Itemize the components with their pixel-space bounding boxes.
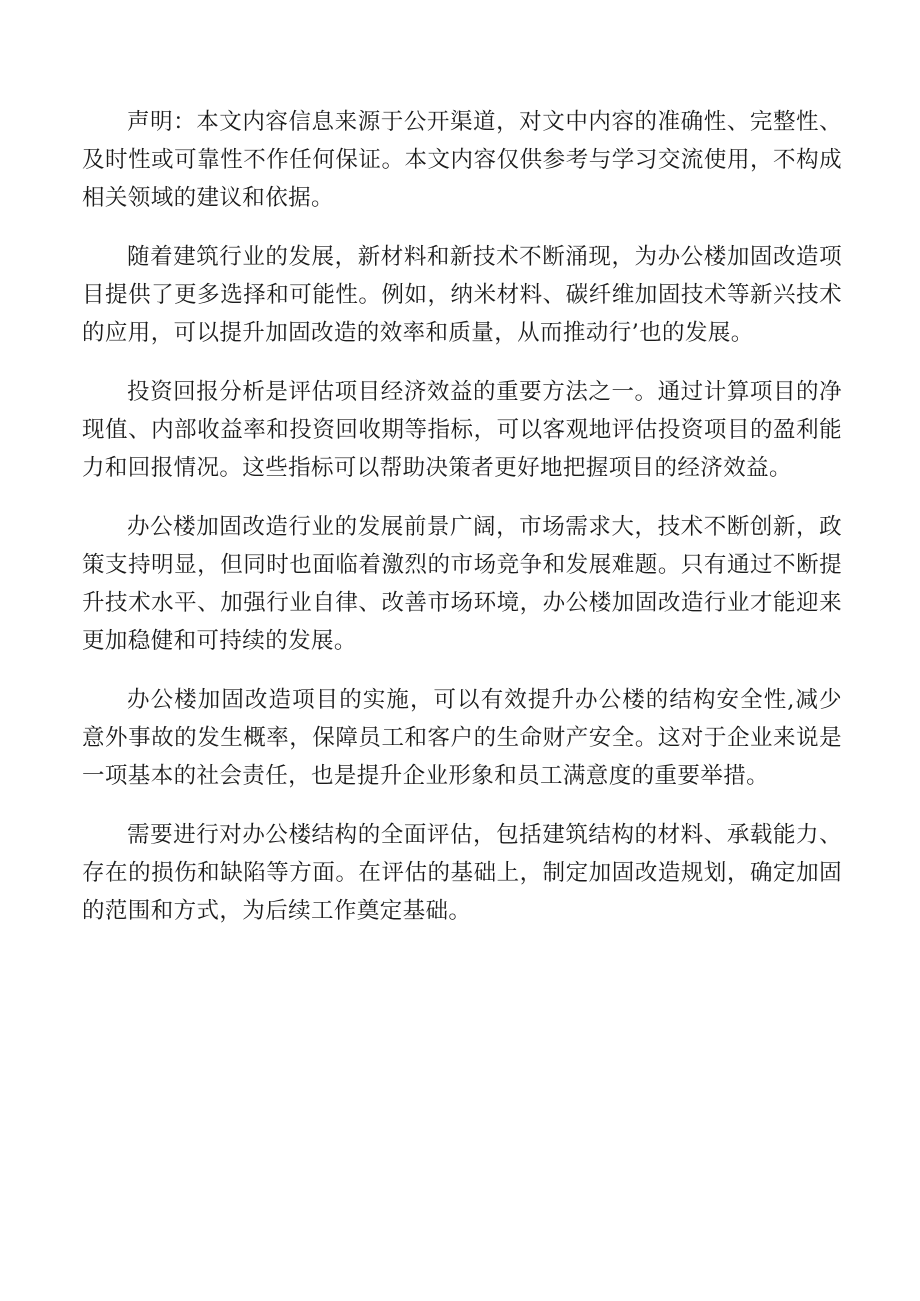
body-paragraph: 需要进行对办公楼结构的全面评估，包括建筑结构的材料、承载能力、存在的损伤和缺陷等方面。在评估的基础上，制定加固改造规划，确定加固的范围和方式，为后续工作奠定基础。 bbox=[82, 822, 842, 924]
document-body bbox=[82, 103, 842, 951]
body-paragraph: 办公楼加固改造行业的发展前景广阔，市场需求大，技术不断创新，政策支持明显，但同时也面临着激烈的市场竞争和发展难题。只有通过不断提升技术水平、加强行业自律、改善市场环境，办公楼加固改造行业才能迎来更加稳健和可持续的发展。 bbox=[82, 514, 842, 654]
body-paragraph: 投资回报分析是评估项目经济效益的重要方法之一。通过计算项目的净现值、内部收益率和投资回收期等指标，可以客观地评估投资项目的盈利能力和回报情况。这些指标可以帮助决策者更好地把握项目的经济效益。 bbox=[82, 379, 842, 481]
body-paragraph: 随着建筑行业的发展，新材料和新技术不断涌现，为办公楼加固改造项目提供了更多选择和可能性。例如，纳米材料、碳纤维加固技术等新兴技术的应用，可以提升加固改造的效率和质量，从而推动行’也的发展。 bbox=[82, 244, 842, 346]
disclaimer-paragraph: 声明：本文内容信息来源于公开渠道，对文中内容的准确性、完整性、及时性或可靠性不作任何保证。本文内容仅供参考与学习交流使用，不构成相关领域的建议和依据。 bbox=[82, 109, 842, 211]
body-paragraph: 办公楼加固改造项目的实施，可以有效提升办公楼的结构安全性,减少意外事故的发生概率，保障员工和客户的生命财产安全。这对于企业来说是一项基本的社会责任，也是提升企业形象和员工满意度的重要举措。 bbox=[82, 687, 842, 789]
